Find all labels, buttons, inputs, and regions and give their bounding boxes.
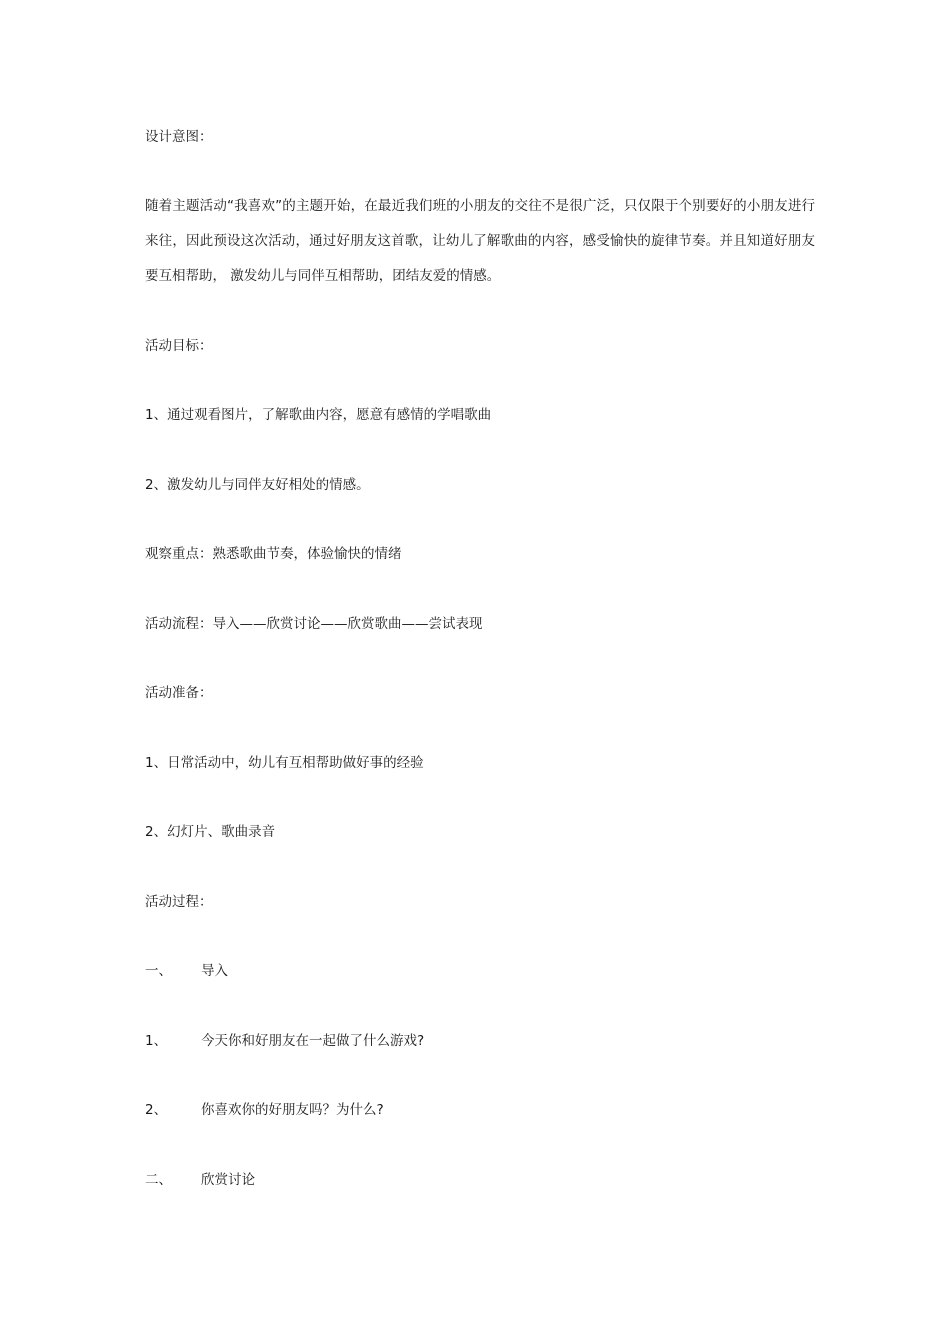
question-2-number: 2、 [145, 1102, 168, 1118]
goal-item-1: 1、通过观看图片，了解歌曲内容，愿意有感情的学唱歌曲 [145, 407, 492, 423]
section-1 [145, 961, 815, 981]
section-1-title: 导入 [201, 963, 228, 979]
prep-item-1: 1、日常活动中，幼儿有互相帮助做好事的经验 [145, 755, 424, 771]
question-1-number: 1、 [145, 1033, 168, 1049]
question-1 [145, 1031, 815, 1051]
section-1-number: 一、 [145, 963, 172, 979]
section-2 [145, 1170, 815, 1190]
design-intent-heading: 设计意图： [145, 129, 213, 145]
question-2-text: 你喜欢你的好朋友吗？为什么? [201, 1102, 384, 1118]
question-2 [145, 1100, 815, 1120]
goal-item-2: 2、激发幼儿与同伴友好相处的情感。 [145, 477, 370, 493]
question-1-text: 今天你和好朋友在一起做了什么游戏? [201, 1033, 425, 1049]
prep-heading: 活动准备： [145, 685, 213, 701]
process-heading: 活动过程： [145, 894, 213, 910]
flow-line: 活动流程：导入——欣赏讨论——欣赏歌曲——尝试表现 [145, 616, 483, 632]
design-intent-paragraph: 随着主题活动“我喜欢”的主题开始，在最近我们班的小朋友的交往不是很广泛，只仅限于个别要好的小朋友进行来往，因此预设这次活动，通过好朋友这首歌，让幼儿了解歌曲的内容，感受愉快的旋律节奏。并且知道好朋友要互相帮助， 激发幼儿与同伴互相帮助，团结友爱的情感。 [145, 198, 815, 284]
prep-item-2: 2、幻灯片、歌曲录音 [145, 824, 276, 840]
focus-line: 观察重点：熟悉歌曲节奏，体验愉快的情绪 [145, 546, 402, 562]
goals-heading: 活动目标： [145, 338, 213, 354]
section-2-title: 欣赏讨论 [201, 1172, 255, 1188]
section-2-number: 二、 [145, 1172, 172, 1188]
